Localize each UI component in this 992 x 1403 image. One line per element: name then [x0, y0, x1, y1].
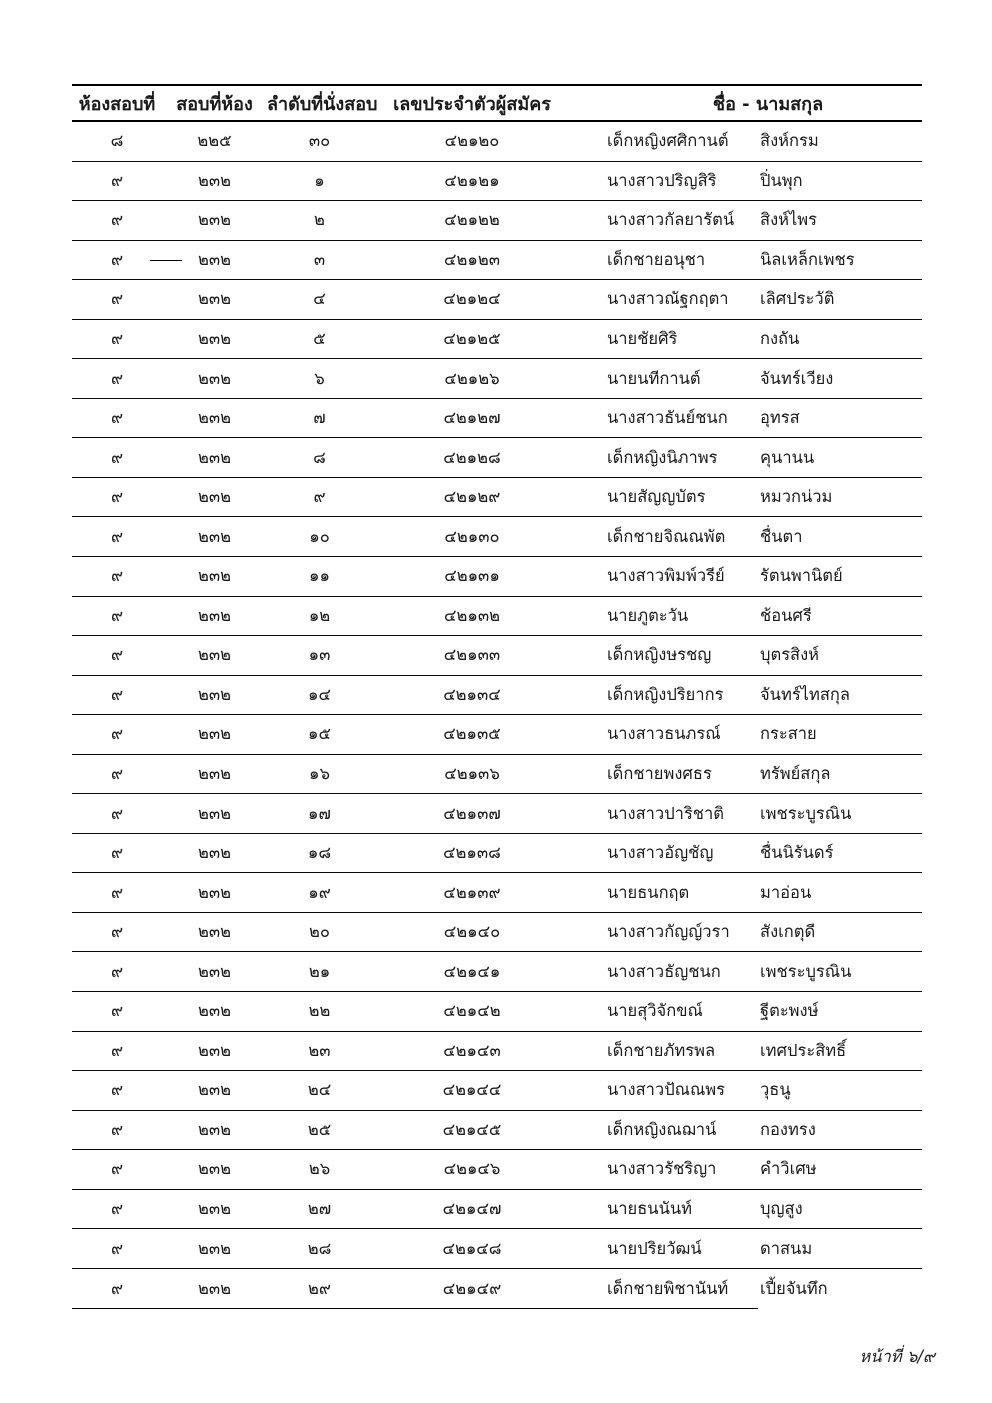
table-row: [72, 438, 922, 478]
cell-first-name: นายสุวิจักขณ์: [607, 1001, 703, 1021]
cell-last-name: บุตรสิงห์: [760, 645, 820, 665]
cell-seat-order: ๒๗: [307, 1199, 332, 1219]
cell-room: ๒๓๒: [197, 1080, 232, 1100]
cell-first-name: นางสาวธัญชนก: [607, 961, 721, 981]
cell-room: ๒๓๒: [197, 843, 232, 863]
cell-last-name: เลิศประวัติ: [760, 289, 835, 309]
cell-seat-order: ๑๓: [308, 645, 331, 665]
cell-last-name: เพชระบูรณิน: [760, 803, 852, 823]
cell-first-name: นางสาวธันย์ชนก: [607, 408, 728, 428]
cell-last-name: กงถัน: [760, 329, 800, 348]
cell-room: ๒๓๒: [197, 210, 232, 230]
cell-applicant-id: ๔๒๑๒๙: [443, 487, 501, 507]
cell-room: ๒๓๒: [197, 961, 232, 981]
cell-seat-order: ๒๓: [308, 1040, 331, 1060]
table-row: [72, 992, 922, 1032]
cell-seat-order: ๑๕: [308, 724, 331, 744]
cell-seat-order: ๒๖: [308, 1159, 331, 1179]
cell-seat-order: ๕: [313, 329, 326, 348]
table-row: [72, 399, 922, 439]
cell-first-name: เด็กหญิงปริยากร: [607, 684, 724, 704]
cell-exam-room-no: ๙: [110, 764, 124, 784]
cell-first-name: นางสาวปัณณพร: [607, 1080, 726, 1100]
cell-room: ๒๓๒: [197, 1001, 232, 1021]
cell-applicant-id: ๔๒๑๔๒: [443, 1001, 501, 1021]
cell-exam-room-no: ๙: [110, 1278, 124, 1298]
cell-applicant-id: ๔๒๑๒๒: [444, 210, 500, 230]
cell-first-name: นางสาวพิมพ์วรีย์: [607, 566, 725, 586]
cell-first-name: นายภูตะวัน: [607, 605, 689, 625]
column-header-applicant-id: เลขประจำตัวผู้สมัคร: [393, 93, 551, 115]
cell-seat-order: ๘: [313, 447, 326, 467]
cell-exam-room-no: ๙: [110, 329, 124, 348]
cell-seat-order: ๑๗: [308, 803, 331, 823]
cell-applicant-id: ๔๒๑๒๓: [444, 249, 500, 269]
cell-applicant-id: ๔๒๑๔๘: [442, 1238, 502, 1258]
cell-room: ๒๓๒: [197, 882, 232, 902]
cell-seat-order: ๑๐: [309, 526, 330, 546]
cell-applicant-id: ๔๒๑๒๘: [443, 447, 501, 467]
cell-room: ๒๓๒: [197, 408, 232, 428]
cell-room: ๒๓๒: [197, 329, 232, 348]
cell-seat-order: ๒๔: [307, 1080, 332, 1100]
table-row: [72, 201, 922, 241]
table-row: [72, 1229, 922, 1269]
table-row: [72, 755, 922, 795]
cell-exam-room-no: ๙: [110, 566, 124, 586]
cell-first-name: เด็กหญิงศศิกานต์: [607, 131, 729, 151]
cell-exam-room-no: ๙: [110, 210, 124, 230]
cell-applicant-id: ๔๒๑๔๕: [442, 1119, 502, 1139]
table-row: [72, 1190, 922, 1230]
cell-applicant-id: ๔๒๑๓๙: [443, 882, 501, 902]
cell-applicant-id: ๔๒๑๓๑: [444, 566, 500, 586]
table-row: [72, 1071, 922, 1111]
cell-seat-order: ๑๙: [308, 882, 331, 902]
cell-applicant-id: ๔๒๑๔๖: [443, 1159, 501, 1179]
cell-first-name: นางสาวรัชริญา: [607, 1159, 717, 1179]
cell-seat-order: ๖: [314, 368, 325, 388]
cell-applicant-id: ๔๒๑๓๕: [443, 724, 501, 744]
cell-exam-room-no: ๙: [110, 803, 124, 823]
cell-applicant-id: ๔๒๑๒๐: [444, 131, 500, 151]
table-row: [72, 794, 922, 834]
cell-seat-order: ๗: [313, 408, 326, 428]
cell-exam-room-no: ๙: [110, 1040, 124, 1060]
cell-first-name: เด็กหญิงณฌาน์: [607, 1119, 717, 1139]
cell-seat-order: ๒๐: [309, 922, 330, 942]
cell-exam-room-no: ๙: [110, 1080, 124, 1100]
cell-exam-room-no: ๙: [110, 605, 124, 625]
column-header-name-surname: ชื่อ - นามสกุล: [712, 93, 824, 115]
cell-first-name: เด็กชายจิณณพัต: [607, 526, 726, 546]
cell-seat-order: ๔: [313, 289, 326, 309]
table-row: [72, 517, 922, 557]
cell-exam-room-no: ๙: [110, 1001, 124, 1021]
cell-room: ๒๓๒: [197, 447, 232, 467]
cell-last-name: ปิ่นพุก: [760, 170, 803, 190]
cell-applicant-id: ๔๒๑๒๕: [443, 329, 501, 348]
cell-last-name: ชื่นนิรันดร์: [760, 843, 834, 863]
cell-last-name: สังเกตุดี: [760, 922, 816, 942]
cell-applicant-id: ๔๒๑๒๖: [444, 368, 500, 388]
table-row: [72, 478, 922, 518]
table-row: [72, 834, 922, 874]
cell-first-name: นายชัยศิริ: [607, 329, 678, 348]
cell-exam-room-no: ๘: [110, 131, 124, 151]
cell-exam-room-no: ๙: [110, 843, 124, 863]
cell-seat-order: ๑๒: [308, 605, 331, 625]
cell-room: ๒๓๒: [197, 922, 232, 942]
cell-first-name: เด็กชายภัทรพล: [607, 1040, 716, 1060]
cell-applicant-id: ๔๒๑๔๓: [443, 1040, 501, 1060]
cell-first-name: นายสัญญบัตร: [607, 487, 706, 507]
cell-first-name: นายปริยวัฒน์: [607, 1238, 702, 1258]
cell-last-name: บุญสูง: [760, 1199, 803, 1219]
table-row: [72, 1032, 922, 1072]
cell-room: ๒๓๒: [197, 764, 232, 784]
cell-room: ๒๓๒: [197, 566, 232, 586]
table-row: [72, 241, 922, 281]
cell-applicant-id: ๔๒๑๔๑: [443, 961, 501, 981]
cell-last-name: จันทร์เวียง: [760, 368, 834, 388]
cell-seat-order: ๒๒: [308, 1001, 331, 1021]
cell-room: ๒๓๒: [197, 1278, 232, 1298]
cell-last-name: ฐีตะพงษ์: [760, 1001, 819, 1021]
table-row: [72, 122, 922, 162]
cell-first-name: เด็กหญิงนิภาพร: [607, 447, 718, 467]
cell-last-name: จันทร์ไทสกุล: [760, 684, 851, 704]
cell-first-name: เด็กหญิงษรชญ: [607, 645, 712, 665]
cell-applicant-id: ๔๒๑๓๖: [444, 764, 500, 784]
cell-exam-room-no: ๙: [110, 170, 124, 190]
table-body: [72, 122, 922, 1308]
cell-last-name: เทศประสิทธิ์: [760, 1040, 847, 1060]
cell-exam-room-no: ๙: [110, 487, 124, 507]
column-header-seat-order: ลำดับที่นั่งสอบ: [267, 93, 378, 115]
table-row: [72, 320, 922, 360]
cell-room: ๒๓๒: [197, 1159, 232, 1179]
cell-last-name: คำวิเศษ: [760, 1159, 817, 1179]
cell-last-name: คุนานน: [760, 447, 815, 467]
cell-last-name: อุทรส: [760, 408, 800, 428]
cell-exam-room-no: ๙: [110, 684, 124, 704]
cell-applicant-id: ๔๒๑๓๔: [443, 684, 501, 704]
cell-room: ๒๓๒: [197, 1199, 232, 1219]
cell-exam-room-no: ๙: [110, 1238, 124, 1258]
cell-room: ๒๓๒: [197, 1119, 232, 1139]
cell-last-name: วุธนู: [760, 1080, 791, 1100]
cell-first-name: นายธนกฤต: [607, 882, 690, 902]
cell-room: ๒๓๒: [197, 487, 232, 507]
cell-exam-room-no: ๙: [110, 408, 124, 428]
table-row: [72, 359, 922, 399]
cell-room: ๒๓๒: [197, 249, 232, 269]
cell-exam-room-no: ๙: [110, 645, 124, 665]
cell-applicant-id: ๔๒๑๒๔: [443, 289, 501, 309]
column-header-room: สอบที่ห้อง: [176, 93, 253, 115]
cell-exam-room-no: ๙: [110, 1159, 124, 1179]
cell-seat-order: ๑๖: [309, 764, 330, 784]
cell-last-name: กระสาย: [760, 724, 817, 744]
table-header-row: [72, 84, 922, 122]
cell-room: ๒๓๒: [197, 803, 232, 823]
cell-applicant-id: ๔๒๑๓๐: [444, 526, 500, 546]
cell-last-name: สิงห์ไพร: [760, 210, 818, 230]
cell-last-name: ช้อนศรี: [760, 605, 812, 625]
cell-applicant-id: ๔๒๑๒๑: [444, 170, 500, 190]
cell-seat-order: ๓๐: [308, 131, 331, 151]
cell-first-name: นางสาวกัญญ์วรา: [607, 922, 730, 942]
cell-room: ๒๓๒: [197, 1040, 232, 1060]
table-row: [72, 162, 922, 202]
table-row: [72, 1111, 922, 1151]
cell-room: ๒๓๒: [197, 368, 232, 388]
cell-first-name: นางสาวปริญสิริ: [607, 170, 717, 190]
table-row: [72, 557, 922, 597]
cell-seat-order: ๒: [314, 210, 325, 230]
cell-last-name: มาอ่อน: [760, 882, 812, 902]
cell-seat-order: ๒๙: [308, 1278, 331, 1298]
stray-dash-mark: [150, 260, 182, 261]
cell-seat-order: ๓: [313, 249, 326, 269]
cell-applicant-id: ๔๒๑๔๐: [443, 922, 501, 942]
cell-exam-room-no: ๙: [110, 882, 124, 902]
cell-last-name: รัตนพานิตย์: [760, 566, 843, 586]
cell-applicant-id: ๔๒๑๔๙: [442, 1278, 502, 1298]
cell-seat-order: ๑๔: [308, 684, 331, 704]
cell-applicant-id: ๔๒๑๔๗: [442, 1199, 502, 1219]
table-row: [72, 1150, 922, 1190]
table-row: [72, 952, 922, 992]
cell-room: ๒๓๒: [197, 684, 232, 704]
cell-first-name: นางสาวอัญชัญ: [607, 843, 714, 863]
table-row: [72, 913, 922, 953]
table-row: [72, 873, 922, 913]
table-row: [72, 280, 922, 320]
cell-first-name: นายนทีกานต์: [607, 368, 701, 388]
cell-room: ๒๓๒: [197, 724, 232, 744]
cell-first-name: เด็กชายอนุชา: [607, 249, 706, 269]
cell-seat-order: ๒๕: [307, 1119, 332, 1139]
table-row: [72, 636, 922, 676]
table-row: [72, 597, 922, 637]
cell-exam-room-no: ๙: [110, 447, 124, 467]
cell-room: ๒๓๒: [197, 605, 232, 625]
cell-seat-order: ๑๑: [309, 566, 330, 586]
cell-room: ๒๓๒: [197, 170, 232, 190]
table-row: [72, 676, 922, 716]
page-number-label: หน้าที่ ๖/๙: [859, 1347, 935, 1366]
cell-first-name: นายธนนันท์: [607, 1199, 692, 1219]
table-row: [72, 715, 922, 755]
cell-exam-room-no: ๙: [110, 961, 124, 981]
cell-last-name: นิลเหล็กเพชร: [760, 249, 855, 269]
cell-first-name: เด็กชายพิชานันท์: [607, 1278, 729, 1298]
cell-last-name: เปี้ยจันทึก: [760, 1278, 828, 1298]
cell-room: ๒๓๒: [197, 289, 232, 309]
cell-last-name: ทรัพย์สกุล: [760, 764, 831, 784]
seating-table: [72, 84, 922, 1308]
cell-exam-room-no: ๙: [110, 368, 124, 388]
cell-last-name: ดาสนม: [760, 1238, 813, 1258]
cell-room: ๒๓๒: [197, 1238, 232, 1258]
cell-room: ๒๓๒: [197, 645, 232, 665]
cell-first-name: นางสาวกัลยารัตน์: [607, 210, 735, 230]
table-end-line: [72, 1308, 758, 1309]
cell-seat-order: ๑๘: [307, 843, 332, 863]
cell-applicant-id: ๔๒๑๓๘: [443, 843, 501, 863]
cell-applicant-id: ๔๒๑๓๓: [443, 645, 501, 665]
cell-last-name: ชื่นตา: [760, 526, 803, 546]
cell-seat-order: ๙: [313, 487, 326, 507]
column-header-exam-room-no: ห้องสอบที่: [78, 93, 156, 115]
cell-applicant-id: ๔๒๑๔๔: [442, 1080, 502, 1100]
cell-exam-room-no: ๙: [110, 922, 124, 942]
cell-first-name: นางสาวณัฐกฤตา: [607, 289, 729, 309]
cell-last-name: หมวกน่วม: [760, 487, 833, 507]
cell-last-name: กองทรง: [760, 1119, 816, 1139]
cell-last-name: เพชระบูรณิน: [760, 961, 852, 981]
cell-seat-order: ๒๘: [307, 1238, 332, 1258]
cell-applicant-id: ๔๒๑๓๗: [443, 803, 501, 823]
cell-first-name: นางสาวปาริชาติ: [607, 803, 724, 823]
cell-exam-room-no: ๙: [110, 724, 124, 744]
cell-applicant-id: ๔๒๑๓๒: [444, 605, 500, 625]
cell-first-name: เด็กชายพงศธร: [607, 764, 712, 784]
cell-exam-room-no: ๙: [110, 289, 124, 309]
cell-last-name: สิงห์กรม: [760, 131, 819, 151]
cell-exam-room-no: ๙: [110, 1199, 124, 1219]
table-row: [72, 1269, 922, 1309]
cell-room: ๒๓๒: [197, 526, 232, 546]
cell-applicant-id: ๔๒๑๒๗: [443, 408, 501, 428]
cell-seat-order: ๑: [314, 170, 325, 190]
cell-exam-room-no: ๙: [110, 1119, 124, 1139]
cell-exam-room-no: ๙: [110, 249, 124, 269]
cell-first-name: นางสาวธนภรณ์: [607, 724, 721, 744]
cell-exam-room-no: ๙: [110, 526, 124, 546]
cell-seat-order: ๒๑: [308, 961, 331, 981]
cell-room: ๒๒๕: [197, 131, 232, 151]
